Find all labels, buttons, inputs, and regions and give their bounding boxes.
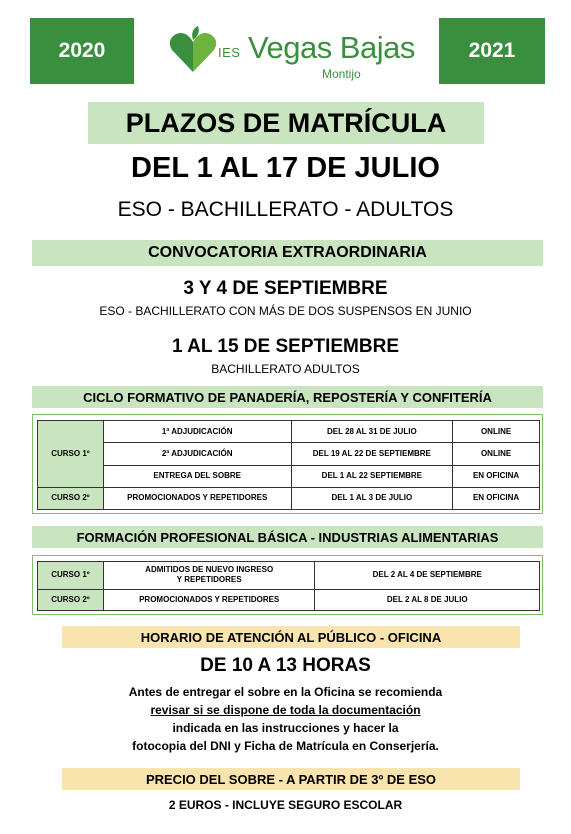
fpb-desc-line2: Y REPETIDORES — [176, 575, 242, 585]
table-cell: ENTREGA DEL SOBRE — [103, 465, 291, 487]
extraordinaria-desc2: BACHILLERATO ADULTOS — [211, 362, 360, 376]
ciclo-table-frame — [32, 414, 543, 514]
horario-note-line1: Antes de entregar el sobre en la Oficina se recomienda — [128, 685, 443, 699]
fpb-heading-text: FORMACIÓN PROFESIONAL BÁSICA - INDUSTRIAS ALIMENTARIAS — [76, 529, 499, 545]
table-cell: DEL 1 AL 22 SEPTIEMBRE — [291, 465, 453, 487]
logo-prefix: IES — [218, 45, 241, 60]
table-cell — [103, 562, 315, 590]
ciclo-curso1-cell: CURSO 1º — [38, 421, 104, 488]
extraordinaria-heading-text: CONVOCATORIA EXTRAORDINARIA — [148, 244, 427, 261]
table-cell: PROMOCIONADOS Y REPETIDORES — [103, 589, 315, 610]
ciclo-heading — [32, 386, 543, 408]
logo-name: Vegas Bajas — [248, 30, 415, 65]
table-row — [38, 589, 540, 610]
table-cell: ONLINE — [453, 443, 540, 465]
year-left: 2020 — [58, 39, 106, 62]
table-cell: EN OFICINA — [453, 465, 540, 487]
table-row — [38, 562, 540, 590]
horario-note-line3: indicada en las instrucciones y hacer la — [172, 721, 399, 735]
table-row — [38, 443, 540, 465]
table-cell: DEL 19 AL 22 DE SEPTIEMBRE — [291, 443, 453, 465]
fpb-curso2-cell: CURSO 2º — [38, 589, 104, 610]
table-cell: DEL 2 AL 4 DE SEPTIEMBRE — [315, 562, 540, 590]
table-cell: ONLINE — [453, 421, 540, 443]
fpb-heading — [32, 526, 543, 548]
logo-location: Montijo — [322, 67, 361, 81]
year-right: 2021 — [468, 39, 516, 62]
school-logo — [166, 18, 426, 84]
table-cell: DEL 2 AL 8 DE JULIO — [315, 589, 540, 610]
horario-note-line2: revisar si se dispone de toda la documentación — [150, 703, 421, 717]
table-row — [38, 421, 540, 443]
year-right-badge — [439, 18, 545, 84]
extraordinaria-date2: 1 AL 15 DE SEPTIEMBRE — [171, 336, 399, 357]
page-title — [88, 102, 484, 144]
extraordinaria-desc1: ESO - BACHILLERATO CON MÁS DE DOS SUSPENSOS EN JUNIO — [99, 304, 472, 318]
table-cell: 2ª ADJUDICACIÓN — [103, 443, 291, 465]
fpb-table — [37, 561, 540, 611]
fpb-desc-line1: ADMITIDOS DE NUEVO INGRESO — [145, 565, 274, 575]
precio-detail: 2 EUROS - INCLUYE SEGURO ESCOLAR — [168, 798, 403, 812]
year-left-badge — [30, 18, 134, 84]
horario-hours: DE 10 A 13 HORAS — [200, 655, 371, 676]
table-cell: EN OFICINA — [453, 487, 540, 509]
horario-note-line4: fotocopia del DNI y Ficha de Matrícula en Conserjería. — [132, 739, 439, 753]
extraordinaria-date1: 3 Y 4 DE SEPTIEMBRE — [183, 278, 388, 299]
horario-heading-text: HORARIO DE ATENCIÓN AL PÚBLICO - OFICINA — [140, 629, 442, 645]
extraordinaria-heading — [32, 240, 543, 266]
horario-notes — [0, 683, 571, 755]
table-cell: DEL 28 AL 31 DE JULIO — [291, 421, 453, 443]
main-levels: ESO - BACHILLERATO - ADULTOS — [117, 198, 454, 221]
table-cell: 1ª ADJUDICACIÓN — [103, 421, 291, 443]
fpb-curso1-cell: CURSO 1º — [38, 562, 104, 590]
precio-heading-text: PRECIO DEL SOBRE - A PARTIR DE 3º DE ESO — [145, 771, 437, 787]
main-dates: DEL 1 AL 17 DE JULIO — [131, 152, 440, 184]
heart-leaf-logo-icon — [168, 26, 218, 76]
ciclo-curso2-cell: CURSO 2º — [38, 487, 104, 509]
ciclo-heading-text: CICLO FORMATIVO DE PANADERÍA, REPOSTERÍA Y CONFITERÍA — [83, 389, 492, 405]
table-cell: PROMOCIONADOS Y REPETIDORES — [103, 487, 291, 509]
table-cell: DEL 1 AL 3 DE JULIO — [291, 487, 453, 509]
table-row — [38, 487, 540, 509]
page-title-text: PLAZOS DE MATRÍCULA — [125, 107, 447, 138]
table-row — [38, 465, 540, 487]
ciclo-table — [37, 420, 540, 510]
horario-heading — [62, 626, 520, 648]
fpb-table-frame — [32, 555, 543, 615]
precio-heading — [62, 768, 520, 790]
